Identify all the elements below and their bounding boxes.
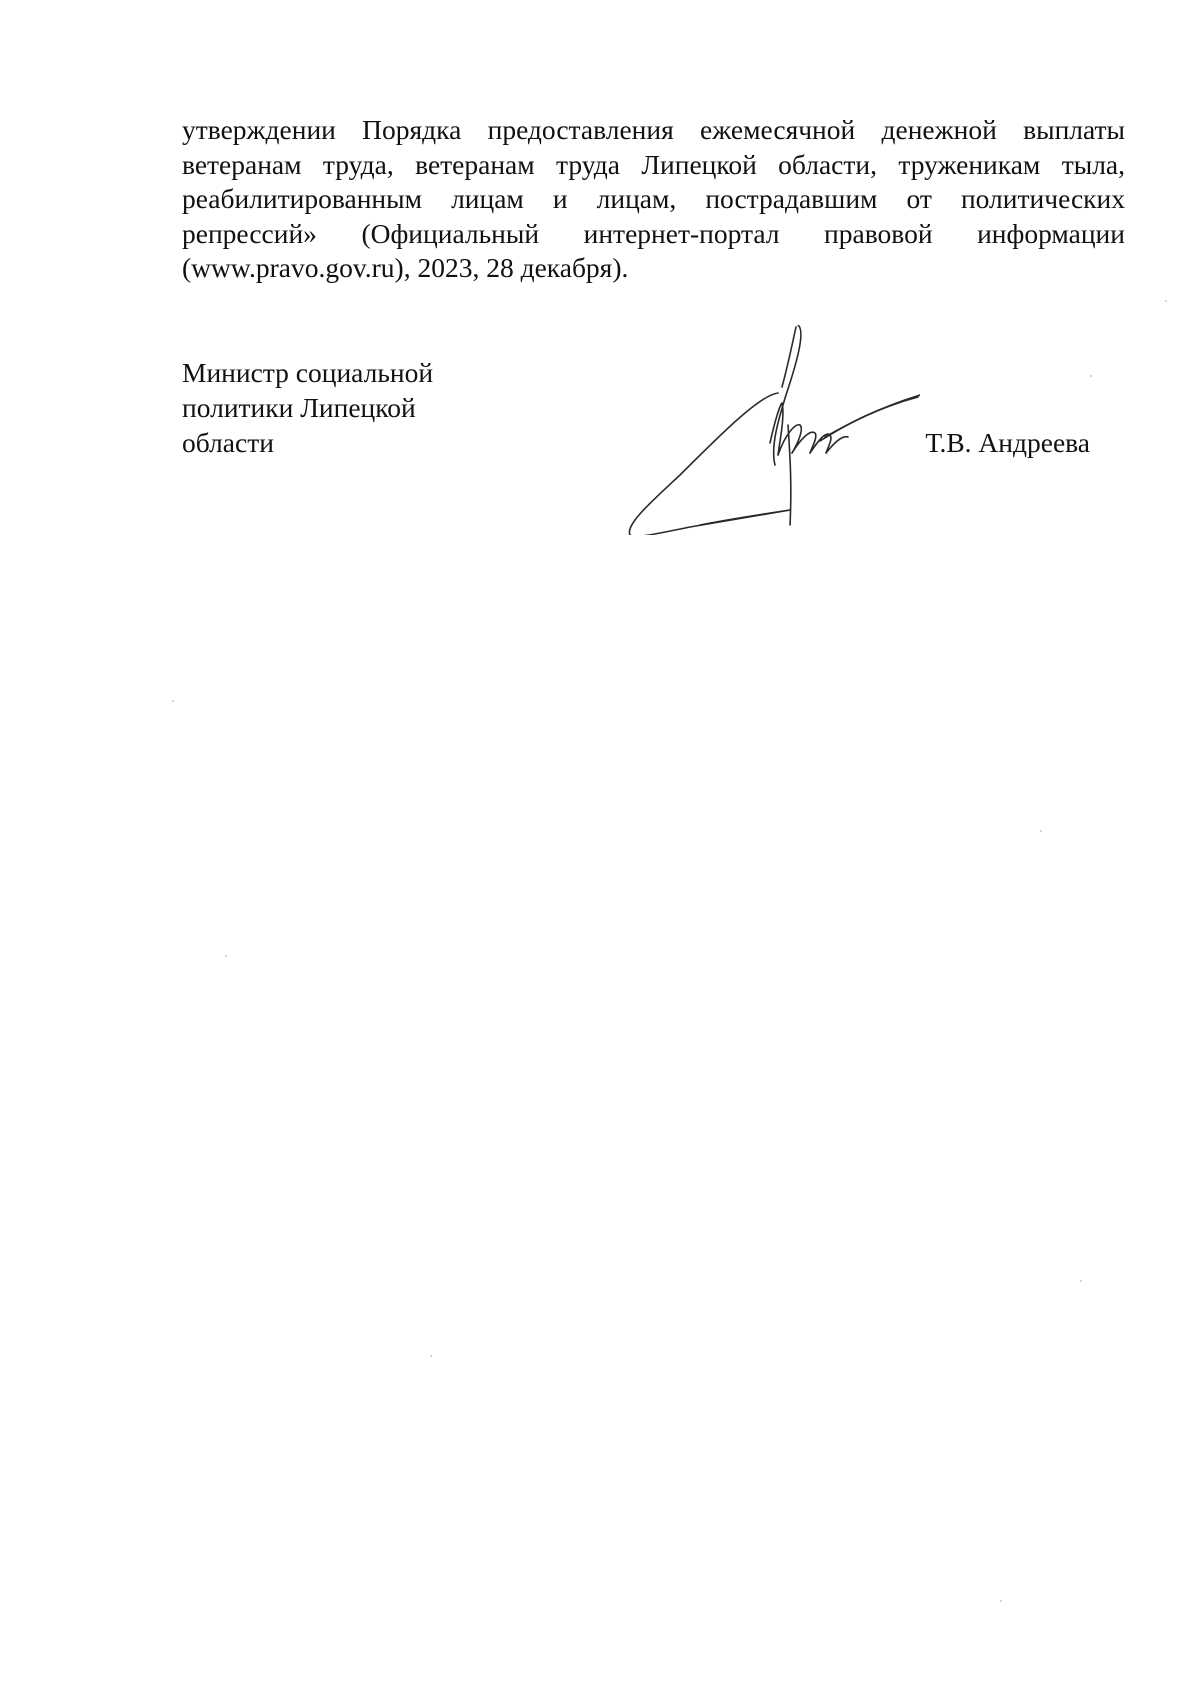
scan-speck bbox=[1165, 300, 1167, 302]
scan-speck bbox=[1090, 375, 1092, 377]
signer-title-block bbox=[182, 355, 433, 460]
signer-name: Т.В. Андреева bbox=[925, 427, 1090, 458]
body-line-last: (www.pravo.gov.ru), 2023, 28 декабря). bbox=[182, 252, 629, 284]
body-line: утверждении Порядка предоставления ежемесячной денежной выплаты bbox=[182, 114, 1125, 145]
body-line: репрессий» (Официальный интернет-портал правовой информации bbox=[182, 217, 1125, 249]
handwritten-signature-image bbox=[620, 325, 920, 535]
scan-speck bbox=[225, 955, 227, 957]
signer-title-line: Министр социальной bbox=[182, 357, 434, 388]
scan-speck bbox=[1000, 1600, 1002, 1602]
scan-speck bbox=[172, 700, 174, 702]
signer-title-line: области bbox=[182, 427, 274, 458]
body-line: реабилитированным лицам и лицам, пострадавшим от политических bbox=[182, 183, 1125, 215]
scan-speck bbox=[1040, 830, 1042, 832]
signer-title-line: политики Липецкой bbox=[182, 392, 416, 423]
document-body-paragraph bbox=[182, 113, 1125, 286]
scan-speck bbox=[1080, 1280, 1082, 1282]
scan-speck bbox=[430, 1355, 432, 1357]
body-line: ветеранам труда, ветеранам труда Липецкой области, труженикам тыла, bbox=[182, 148, 1125, 180]
